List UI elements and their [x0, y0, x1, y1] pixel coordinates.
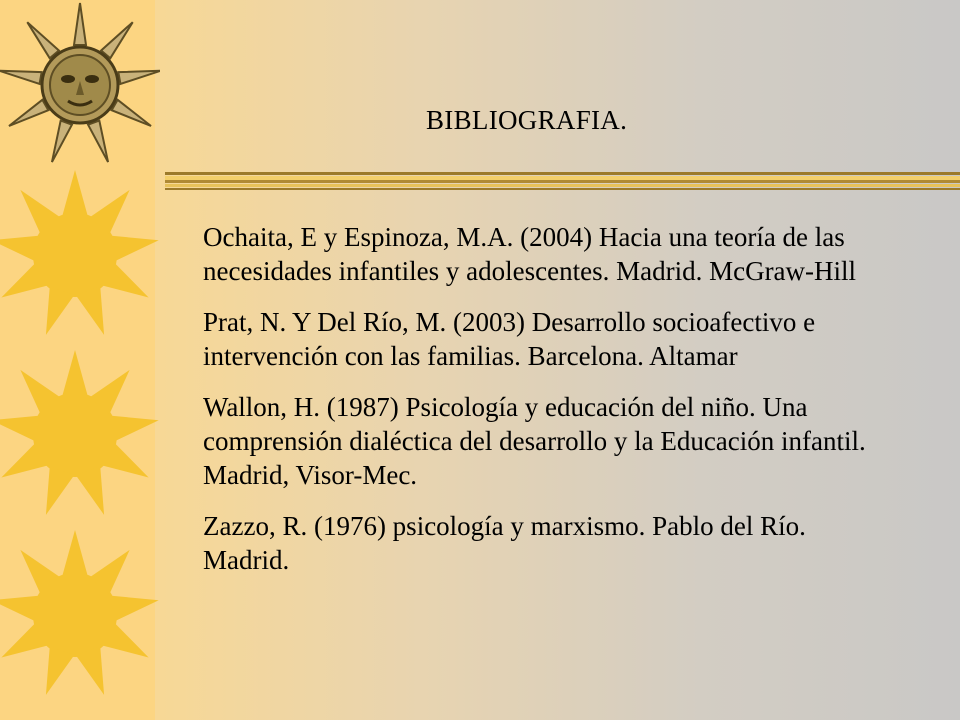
sun-face-icon	[0, 0, 160, 170]
title-divider	[165, 170, 960, 192]
sun-icon	[0, 350, 160, 520]
reference-list	[203, 220, 893, 594]
reference-item: Prat, N. Y Del Río, M. (2003) Desarrollo socioafectivo e intervención con las familias. Barcelona. Altamar	[203, 307, 816, 371]
reference-item: Ochaita, E y Espinoza, M.A. (2004) Hacia una teoría de las necesidades infantiles y adolescentes. Madrid. McGraw-Hill	[203, 222, 857, 286]
slide-title: BIBLIOGRAFIA.	[426, 105, 628, 135]
reference-item: Zazzo, R. (1976) psicología y marxismo. Pablo del Río. Madrid.	[203, 511, 806, 575]
sun-icon	[0, 170, 160, 340]
sun-icon	[0, 530, 160, 720]
reference-item: Wallon, H. (1987) Psicología y educación del niño. Una comprensión dialéctica del desarrollo y la Educación infantil. Madrid, Visor-Mec.	[203, 392, 866, 490]
